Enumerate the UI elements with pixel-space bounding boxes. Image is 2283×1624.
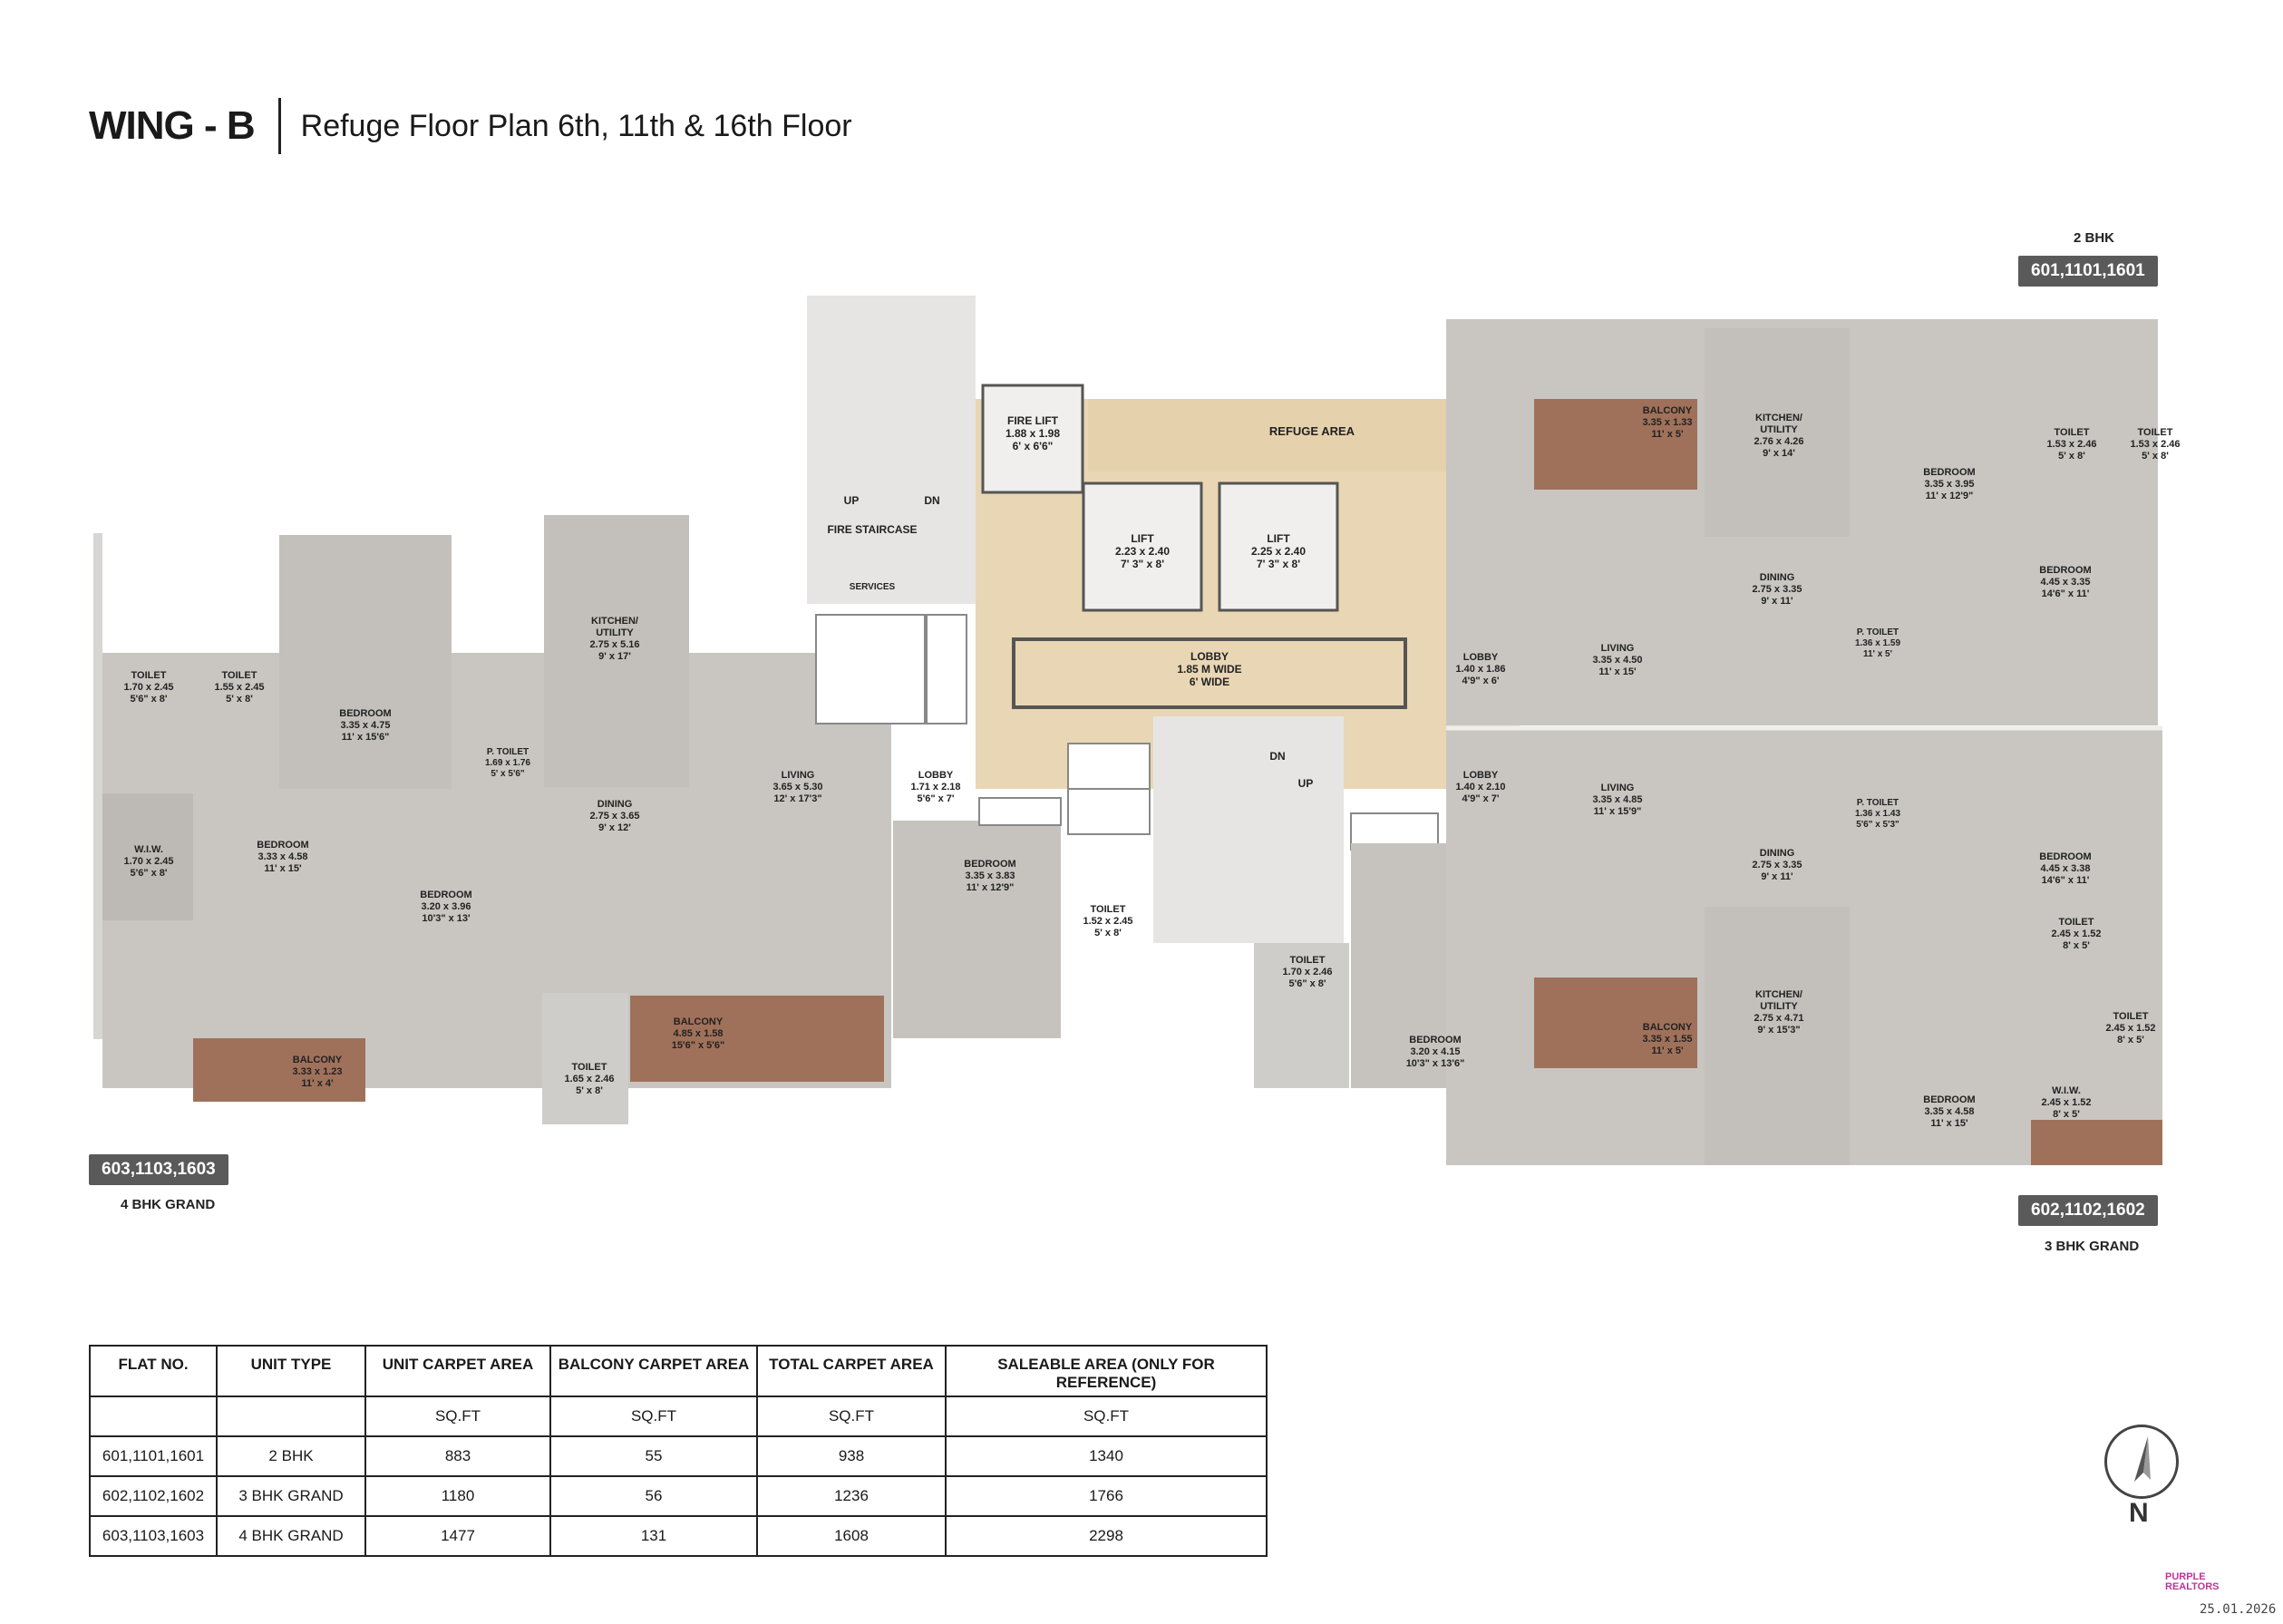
room-label-mid-bedroom: BEDROOM	[1409, 1035, 1462, 1045]
room-label-r3-toilet1: 2.45 x 1.52	[2051, 929, 2102, 939]
room-label-r2-bedroom1: 3.35 x 3.95	[1924, 479, 1975, 490]
stair-up-label: UP	[1297, 777, 1314, 790]
table-cell: 602,1102,1602	[90, 1476, 217, 1516]
room-label-fire-lift: 1.88 x 1.98	[1005, 427, 1061, 440]
room-label-r2-dining: DINING	[1759, 572, 1795, 583]
room-label-left-toilet4: 1.65 x 2.46	[564, 1074, 615, 1084]
room-label-left-kitchen: UTILITY	[596, 627, 634, 638]
room-label-r3-kitchen: KITCHEN/	[1755, 989, 1802, 1000]
room-label-lobby-main: LOBBY	[1190, 650, 1229, 663]
left-toilet4-floor	[542, 993, 628, 1124]
room-label-left-bedroom4: 3.35 x 3.83	[965, 870, 1015, 881]
room-label-left-bedroom2: BEDROOM	[257, 840, 309, 851]
room-label-r2-lobby: LOBBY	[1462, 652, 1499, 663]
room-label-left-balcony2: BALCONY	[673, 1016, 724, 1027]
room-label-mid-bedroom: 3.20 x 4.15	[1410, 1046, 1461, 1057]
room-label-r2-living: 11' x 15'	[1598, 666, 1637, 677]
room-label-left-toilet3: 1.52 x 2.45	[1083, 916, 1133, 927]
col-balcony-carpet: BALCONY CARPET AREA	[550, 1346, 757, 1396]
room-label-mid-toilet: 1.70 x 2.46	[1282, 967, 1333, 977]
room-label-r3-ptoilet: P. TOILET	[1856, 798, 1899, 808]
room-label-r3-living: 11' x 15'9"	[1593, 806, 1642, 817]
room-label-r2-toilet1: TOILET	[2054, 427, 2090, 438]
room-label-left-kitchen: 9' x 17'	[598, 651, 631, 662]
unit-cell: SQ.FT	[550, 1396, 757, 1436]
room-label-lift2: LIFT	[1267, 532, 1290, 545]
room-label-left-toilet4: TOILET	[571, 1062, 607, 1073]
unit-type-3bhk-grand: 3 BHK GRAND	[2045, 1239, 2140, 1254]
table-cell: 1608	[757, 1516, 946, 1556]
area-table-header-row	[90, 1346, 1267, 1396]
room-label-left-toilet1: TOILET	[131, 670, 167, 681]
room-label-r3-wiw: 2.45 x 1.52	[2041, 1097, 2092, 1108]
room-label-r3-toilet1: 8' x 5'	[2063, 940, 2090, 951]
room-label-r2-toilet2: 1.53 x 2.46	[2130, 439, 2181, 450]
room-label-lift1: 7' 3" x 8'	[1120, 558, 1165, 570]
room-label-lift1: LIFT	[1131, 532, 1154, 545]
col-saleable-area: SALEABLE AREA (ONLY FOR REFERENCE)	[946, 1346, 1267, 1396]
room-label-r3-toilet2: TOILET	[2113, 1011, 2149, 1022]
table-cell: 601,1101,1601	[90, 1436, 217, 1476]
room-label-left-toilet1: 5'6" x 8'	[130, 694, 168, 705]
right-3bhk-kitchen	[1705, 907, 1850, 1165]
col-flat-no: FLAT NO.	[90, 1346, 217, 1396]
room-label-left-bedroom3: 10'3" x 13'	[422, 913, 471, 924]
room-label-left-balcony2: 15'6" x 5'6"	[671, 1040, 725, 1051]
table-cell: 55	[550, 1436, 757, 1476]
room-label-left-dining: DINING	[597, 799, 633, 810]
room-label-left-toilet2: TOILET	[221, 670, 257, 681]
left-balcony2-deck	[630, 996, 884, 1082]
room-label-r2-lobby: 4'9" x 6'	[1462, 676, 1500, 686]
room-label-r3-kitchen: 9' x 15'3"	[1757, 1025, 1801, 1036]
room-label-r3-kitchen: UTILITY	[1760, 1001, 1798, 1012]
table-cell: 2 BHK	[217, 1436, 365, 1476]
room-label-left-toilet2: 5' x 8'	[226, 694, 253, 705]
room-label-services: SERVICES	[849, 582, 896, 592]
room-label-r3-toilet2: 2.45 x 1.52	[2105, 1023, 2156, 1034]
room-label-left-lobby: LOBBY	[918, 770, 954, 781]
room-label-r2-bedroom1: 11' x 12'9"	[1925, 491, 1974, 501]
room-label-left-living: 3.65 x 5.30	[772, 782, 823, 793]
room-label-r2-balcony: 11' x 5'	[1651, 429, 1684, 440]
table-cell: 938	[757, 1436, 946, 1476]
room-label-r2-bedroom2: BEDROOM	[2039, 565, 2092, 576]
left-unit-outline	[93, 533, 102, 1039]
compass-north-label: N	[2129, 1498, 2149, 1528]
services-shaft-3	[1068, 744, 1150, 789]
room-label-left-bedroom1: 3.35 x 4.75	[340, 720, 391, 731]
room-label-r2-bedroom2: 4.45 x 3.35	[2040, 577, 2091, 588]
room-label-mid-toilet: 5'6" x 8'	[1288, 978, 1326, 989]
room-label-r3-bedroom2: 11' x 15'	[1930, 1118, 1968, 1129]
left-bedroom4-floor	[893, 821, 1061, 1038]
room-label-fire-lift: 6' x 6'6"	[1012, 440, 1054, 452]
room-label-left-ptoilet: 5' x 5'6"	[491, 769, 525, 779]
room-label-left-balcony2: 4.85 x 1.58	[673, 1028, 724, 1039]
room-label-left-toilet3: 5' x 8'	[1094, 928, 1122, 938]
room-label-r2-toilet1: 1.53 x 2.46	[2046, 439, 2097, 450]
unit-cell	[217, 1396, 365, 1436]
room-label-left-living: 12' x 17'3"	[773, 793, 822, 804]
room-label-left-wiw: 1.70 x 2.45	[123, 856, 174, 867]
room-label-r3-kitchen: 2.75 x 4.71	[1754, 1013, 1804, 1024]
unit-tag-602: 602,1102,1602	[2018, 1195, 2158, 1226]
room-label-mid-bedroom: 10'3" x 13'6"	[1405, 1058, 1465, 1069]
room-label-left-lobby: 1.71 x 2.18	[910, 782, 961, 793]
room-label-r3-wiw: W.I.W.	[2052, 1085, 2081, 1096]
room-label-r2-living: 3.35 x 4.50	[1592, 655, 1643, 666]
room-label-r2-kitchen: KITCHEN/	[1755, 413, 1802, 423]
unit-type-4bhk-grand: 4 BHK GRAND	[121, 1197, 216, 1212]
main-staircase	[1153, 716, 1344, 943]
room-label-r3-ptoilet: 1.36 x 1.43	[1854, 809, 1901, 819]
table-cell: 131	[550, 1516, 757, 1556]
room-label-left-living: LIVING	[781, 770, 815, 781]
room-label-left-dining: 2.75 x 3.65	[589, 811, 640, 822]
col-unit-carpet: UNIT CARPET AREA	[365, 1346, 550, 1396]
unit-cell: SQ.FT	[946, 1396, 1267, 1436]
compass	[2104, 1425, 2179, 1499]
room-label-r2-balcony: 3.35 x 1.33	[1642, 417, 1693, 428]
table-cell: 4 BHK GRAND	[217, 1516, 365, 1556]
room-label-r3-wiw: 8' x 5'	[2053, 1109, 2080, 1120]
date-stamp: 25.01.2026	[2200, 1602, 2277, 1617]
table-cell: 56	[550, 1476, 757, 1516]
table-cell: 603,1103,1603	[90, 1516, 217, 1556]
wing-title: WING - B	[89, 103, 255, 148]
room-label-r3-balcony: BALCONY	[1642, 1022, 1693, 1033]
right-3bhk-wiw	[2031, 1120, 2162, 1165]
north-arrow-icon	[2107, 1427, 2176, 1496]
room-label-r3-living: LIVING	[1600, 783, 1635, 793]
room-label-r3-bedroom1: 4.45 x 3.38	[2040, 863, 2091, 874]
floor-plan-subtitle: Refuge Floor Plan 6th, 11th & 16th Floor	[300, 108, 852, 143]
room-label-r2-bedroom1: BEDROOM	[1923, 467, 1976, 478]
room-label-r2-dining: 9' x 11'	[1761, 596, 1793, 607]
room-label-left-toilet1: 1.70 x 2.45	[123, 682, 174, 693]
unit-type-2bhk: 2 BHK	[2074, 230, 2115, 246]
table-cell: 1236	[757, 1476, 946, 1516]
room-label-refuge-area: REFUGE AREA	[1268, 424, 1355, 438]
room-label-r2-toilet1: 5' x 8'	[2058, 451, 2085, 462]
room-label-r2-toilet2: 5' x 8'	[2142, 451, 2169, 462]
room-label-left-balcony1: 11' x 4'	[301, 1078, 334, 1089]
room-label-r2-ptoilet: P. TOILET	[1856, 627, 1899, 637]
stair-dn-label: DN	[924, 494, 940, 507]
room-label-r2-dining: 2.75 x 3.35	[1752, 584, 1802, 595]
room-label-r3-toilet1: TOILET	[2058, 917, 2094, 928]
table-cell: 3 BHK GRAND	[217, 1476, 365, 1516]
left-bedroom1-floor	[279, 535, 452, 789]
room-label-lift2: 2.25 x 2.40	[1250, 545, 1307, 558]
services-shaft-1	[816, 615, 925, 724]
table-row	[90, 1436, 1267, 1476]
room-label-lobby-main: 1.85 M WIDE	[1177, 663, 1242, 676]
room-label-left-toilet3: TOILET	[1090, 904, 1126, 915]
area-table	[89, 1345, 1268, 1557]
room-label-r2-kitchen: 9' x 14'	[1763, 448, 1795, 459]
room-label-left-dining: 9' x 12'	[598, 822, 631, 833]
room-label-r3-dining: DINING	[1759, 848, 1795, 859]
table-cell: 1766	[946, 1476, 1267, 1516]
room-label-left-bedroom1: 11' x 15'6"	[341, 732, 390, 743]
unit-cell: SQ.FT	[757, 1396, 946, 1436]
room-label-r2-kitchen: UTILITY	[1760, 424, 1798, 435]
room-label-left-bedroom2: 3.33 x 4.58	[257, 851, 308, 862]
table-cell: 1340	[946, 1436, 1267, 1476]
services-shaft-6	[979, 798, 1061, 825]
room-label-mid-toilet: TOILET	[1289, 955, 1326, 966]
room-label-left-ptoilet: 1.69 x 1.76	[484, 758, 531, 768]
company-logo	[2165, 1572, 2249, 1594]
table-row	[90, 1516, 1267, 1556]
room-label-left-bedroom4: BEDROOM	[964, 859, 1016, 870]
fire-staircase	[807, 296, 976, 604]
room-label-r2-ptoilet: 1.36 x 1.59	[1854, 638, 1901, 648]
room-label-r3-lobby: 1.40 x 2.10	[1455, 782, 1506, 793]
services-shaft-2	[927, 615, 967, 724]
room-label-r3-lobby: 4'9" x 7'	[1462, 793, 1500, 804]
room-label-left-ptoilet: P. TOILET	[486, 747, 529, 757]
room-label-r3-ptoilet: 5'6" x 5'3"	[1856, 820, 1899, 830]
room-label-left-kitchen: 2.75 x 5.16	[589, 639, 640, 650]
unit-cell: SQ.FT	[365, 1396, 550, 1436]
room-label-left-balcony1: 3.33 x 1.23	[292, 1066, 343, 1077]
room-label-r3-balcony: 3.35 x 1.55	[1642, 1034, 1693, 1045]
room-label-left-toilet2: 1.55 x 2.45	[214, 682, 265, 693]
room-label-fire-staircase: FIRE STAIRCASE	[827, 523, 918, 536]
col-unit-type: UNIT TYPE	[217, 1346, 365, 1396]
room-label-left-bedroom3: 3.20 x 3.96	[421, 901, 471, 912]
table-cell: 1477	[365, 1516, 550, 1556]
room-label-lift1: 2.23 x 2.40	[1114, 545, 1171, 558]
room-label-left-wiw: 5'6" x 8'	[130, 868, 168, 879]
table-cell: 1180	[365, 1476, 550, 1516]
services-shaft-4	[1068, 789, 1150, 834]
stair-up-label: UP	[843, 494, 860, 507]
stair-dn-label: DN	[1269, 750, 1286, 763]
room-label-r3-bedroom2: 3.35 x 4.58	[1924, 1106, 1975, 1117]
room-label-left-bedroom2: 11' x 15'	[264, 863, 302, 874]
logo-text: PURPLE REALTORS	[2165, 1571, 2220, 1592]
room-label-left-kitchen: KITCHEN/	[591, 616, 638, 627]
room-label-r2-bedroom2: 14'6" x 11'	[2041, 588, 2090, 599]
room-label-r3-lobby: LOBBY	[1462, 770, 1499, 781]
table-row	[90, 1476, 1267, 1516]
room-label-left-bedroom4: 11' x 12'9"	[966, 882, 1015, 893]
room-label-r3-toilet2: 8' x 5'	[2117, 1035, 2144, 1045]
room-label-r3-balcony: 11' x 5'	[1651, 1045, 1684, 1056]
area-table-units-row	[90, 1396, 1267, 1436]
room-label-r3-bedroom1: 14'6" x 11'	[2041, 875, 2090, 886]
room-label-r2-lobby: 1.40 x 1.86	[1455, 664, 1506, 675]
room-label-left-bedroom1: BEDROOM	[339, 708, 392, 719]
room-label-lift2: 7' 3" x 8'	[1256, 558, 1301, 570]
col-total-carpet: TOTAL CARPET AREA	[757, 1346, 946, 1396]
room-label-r3-bedroom1: BEDROOM	[2039, 851, 2092, 862]
unit-tag-603: 603,1103,1603	[89, 1154, 228, 1185]
room-label-lobby-main: 6' WIDE	[1189, 676, 1230, 688]
unit-tag-601: 601,1101,1601	[2018, 256, 2158, 287]
room-label-left-lobby: 5'6" x 7'	[917, 793, 955, 804]
room-label-r2-living: LIVING	[1600, 643, 1635, 654]
table-cell: 2298	[946, 1516, 1267, 1556]
room-label-r3-dining: 2.75 x 3.35	[1752, 860, 1802, 870]
room-label-left-bedroom3: BEDROOM	[420, 890, 472, 900]
room-label-left-toilet4: 5' x 8'	[576, 1085, 603, 1096]
room-label-left-balcony1: BALCONY	[292, 1055, 343, 1065]
room-label-r2-balcony: BALCONY	[1642, 405, 1693, 416]
unit-cell	[90, 1396, 217, 1436]
table-cell: 883	[365, 1436, 550, 1476]
room-label-r2-ptoilet: 11' x 5'	[1862, 649, 1893, 659]
room-label-r3-living: 3.35 x 4.85	[1592, 794, 1643, 805]
room-label-r2-kitchen: 2.76 x 4.26	[1754, 436, 1804, 447]
room-label-r3-bedroom2: BEDROOM	[1923, 1094, 1976, 1105]
room-label-left-wiw: W.I.W.	[134, 844, 163, 855]
room-label-r2-toilet2: TOILET	[2137, 427, 2173, 438]
room-label-fire-lift: FIRE LIFT	[1007, 414, 1058, 427]
room-label-r3-dining: 9' x 11'	[1761, 871, 1793, 882]
